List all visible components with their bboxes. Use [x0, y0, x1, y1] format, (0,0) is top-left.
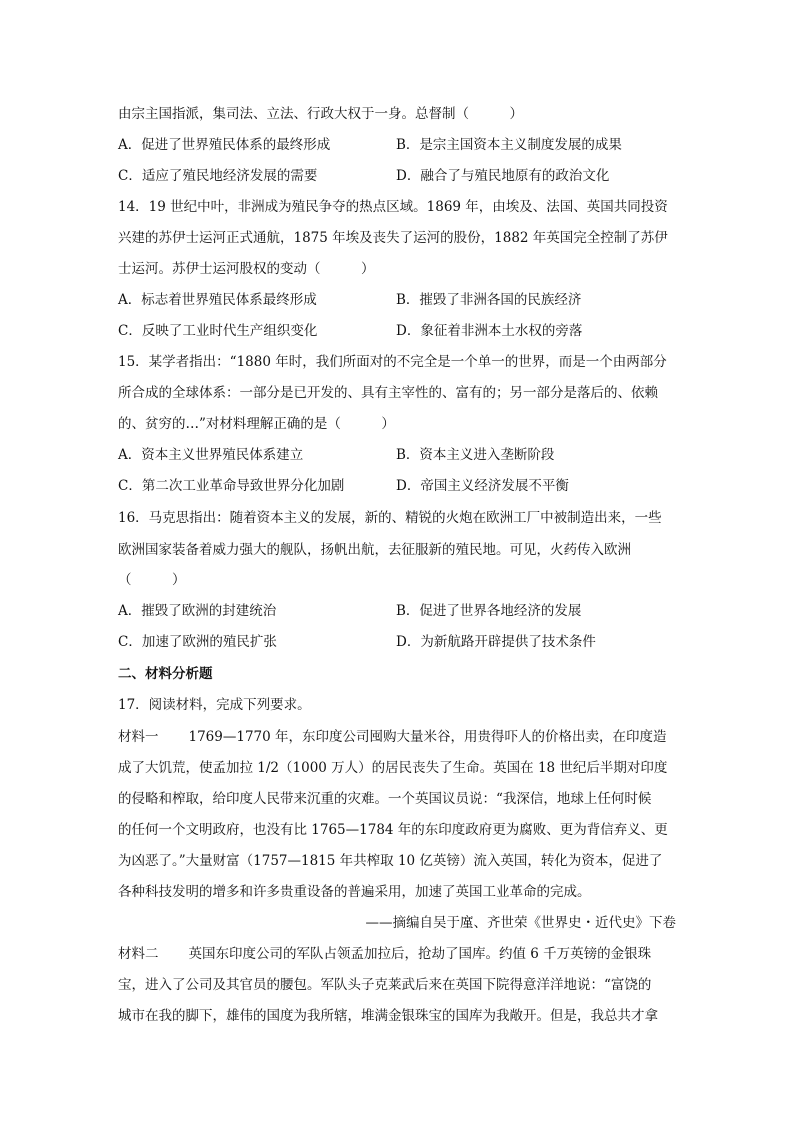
q17-prompt: 17．阅读材料，完成下列要求。: [118, 697, 311, 713]
q17-material2-line-3: 城市在我的脚下，雄伟的国度为我所辖，堆满金银珠宝的国库为我敞开。但是，我总共才拿: [118, 1008, 658, 1024]
q13-continuation: 由宗主国指派，集司法、立法、行政大权于一身。总督制（ ）: [118, 106, 523, 122]
q14-option-c: C．反映了工业时代生产组织变化: [118, 323, 318, 339]
material1-text-1: 1769—1770 年，东印度公司囤购大量米谷，用贵得吓人的价格出卖，在印度造: [188, 729, 667, 745]
q17-material1-source: ——摘编自吴于廑、齐世荣《世界史・近代史》下卷: [365, 915, 676, 931]
q17-material2-line-2: 宝，进入了公司及其官员的腰包。军队头子克莱武后来在英国下院得意洋洋地说：“富饶的: [118, 977, 652, 993]
material2-label: 材料二: [118, 946, 159, 962]
q16-line-1: 16．马克思指出：随着资本主义的发展，新的、精锐的火炮在欧洲工厂中被制造出来，一些: [118, 510, 662, 526]
q15-line-3: 的、贫穷的…”对材料理解正确的是（ ）: [118, 416, 395, 432]
q17-material1-line-4: 的任何一个文明政府，也没有比 1765—1784 年的东印度政府更为腐败、更为背信弃义、更: [118, 822, 668, 838]
q17-material1-line-1: [118, 727, 676, 747]
q14-line-2: 兴建的苏伊士运河正式通航，1875 年埃及丧失了运河的股份，1882 年英国完全控制了苏伊: [118, 230, 668, 246]
q17-material2-line-1: [118, 944, 676, 964]
q16-line-3: （ ）: [118, 572, 186, 588]
q13-option-b: B．是宗主国资本主义制度发展的成果: [396, 137, 622, 153]
q16-option-a: A．摧毁了欧洲的封建统治: [118, 603, 277, 619]
q14-line-3: 士运河。苏伊士运河股权的变动（ ）: [118, 261, 375, 277]
q15-line-1: 15．某学者指出：“1880 年时，我们所面对的不完全是一个单一的世界，而是一个由两部分: [118, 354, 667, 370]
q13-option-d: D．融合了与殖民地原有的政治文化: [396, 168, 610, 184]
q17-material1-line-3: 的侵略和榨取，给印度人民带来沉重的灾难。一个英国议员说：“我深信，地球上任何时候: [118, 791, 652, 807]
material2-text-1: 英国东印度公司的军队占领孟加拉后，抢劫了国库。约值 6 千万英镑的金银珠: [188, 946, 652, 962]
q17-material1-line-6: 各种科技发明的增多和许多贵重设备的普遍采用，加速了英国工业革命的完成。: [118, 884, 591, 900]
section-title-material-analysis: 二、材料分析题: [118, 666, 213, 682]
q16-line-2: 欧洲国家装备着威力强大的舰队，扬帆出航，去征服新的殖民地。可见，火药传入欧洲: [118, 542, 631, 558]
q17-material1-line-5: 为凶恶了。”大量财富（1757—1815 年共榨取 10 亿英镑）流入英国，转化为资本，促进了: [118, 853, 663, 869]
q16-option-b: B．促进了世界各地经济的发展: [396, 603, 582, 619]
q16-option-c: C．加速了欧洲的殖民扩张: [118, 634, 277, 650]
q15-line-2: 所合成的全球体系：一部分是已开发的、具有主宰性的、富有的；另一部分是落后的、依赖: [118, 385, 658, 401]
q13-option-a: A．促进了世界殖民体系的最终形成: [118, 137, 331, 153]
q15-option-c: C．第二次工业革命导致世界分化加剧: [118, 478, 345, 494]
q15-option-b: B．资本主义进入垄断阶段: [396, 447, 555, 463]
q14-line-1: 14．19 世纪中叶，非洲成为殖民争夺的热点区域。1869 年，由埃及、法国、英国共同投资: [118, 199, 668, 215]
q15-option-d: D．帝国主义经济发展不平衡: [396, 478, 569, 494]
q17-material1-line-2: 成了大饥荒，使孟加拉 1/2（1000 万人）的居民丧失了生命。英国在 18 世纪后半期对印度: [118, 760, 668, 776]
q13-option-c: C．适应了殖民地经济发展的需要: [118, 168, 318, 184]
q14-option-b: B．摧毁了非洲各国的民族经济: [396, 292, 582, 308]
q15-option-a: A．资本主义世界殖民体系建立: [118, 447, 304, 463]
q14-option-a: A．标志着世界殖民体系最终形成: [118, 292, 317, 308]
q16-option-d: D．为新航路开辟提供了技术条件: [396, 634, 596, 650]
q14-option-d: D．象征着非洲本土水权的旁落: [396, 323, 583, 339]
material1-label: 材料一: [118, 729, 159, 745]
